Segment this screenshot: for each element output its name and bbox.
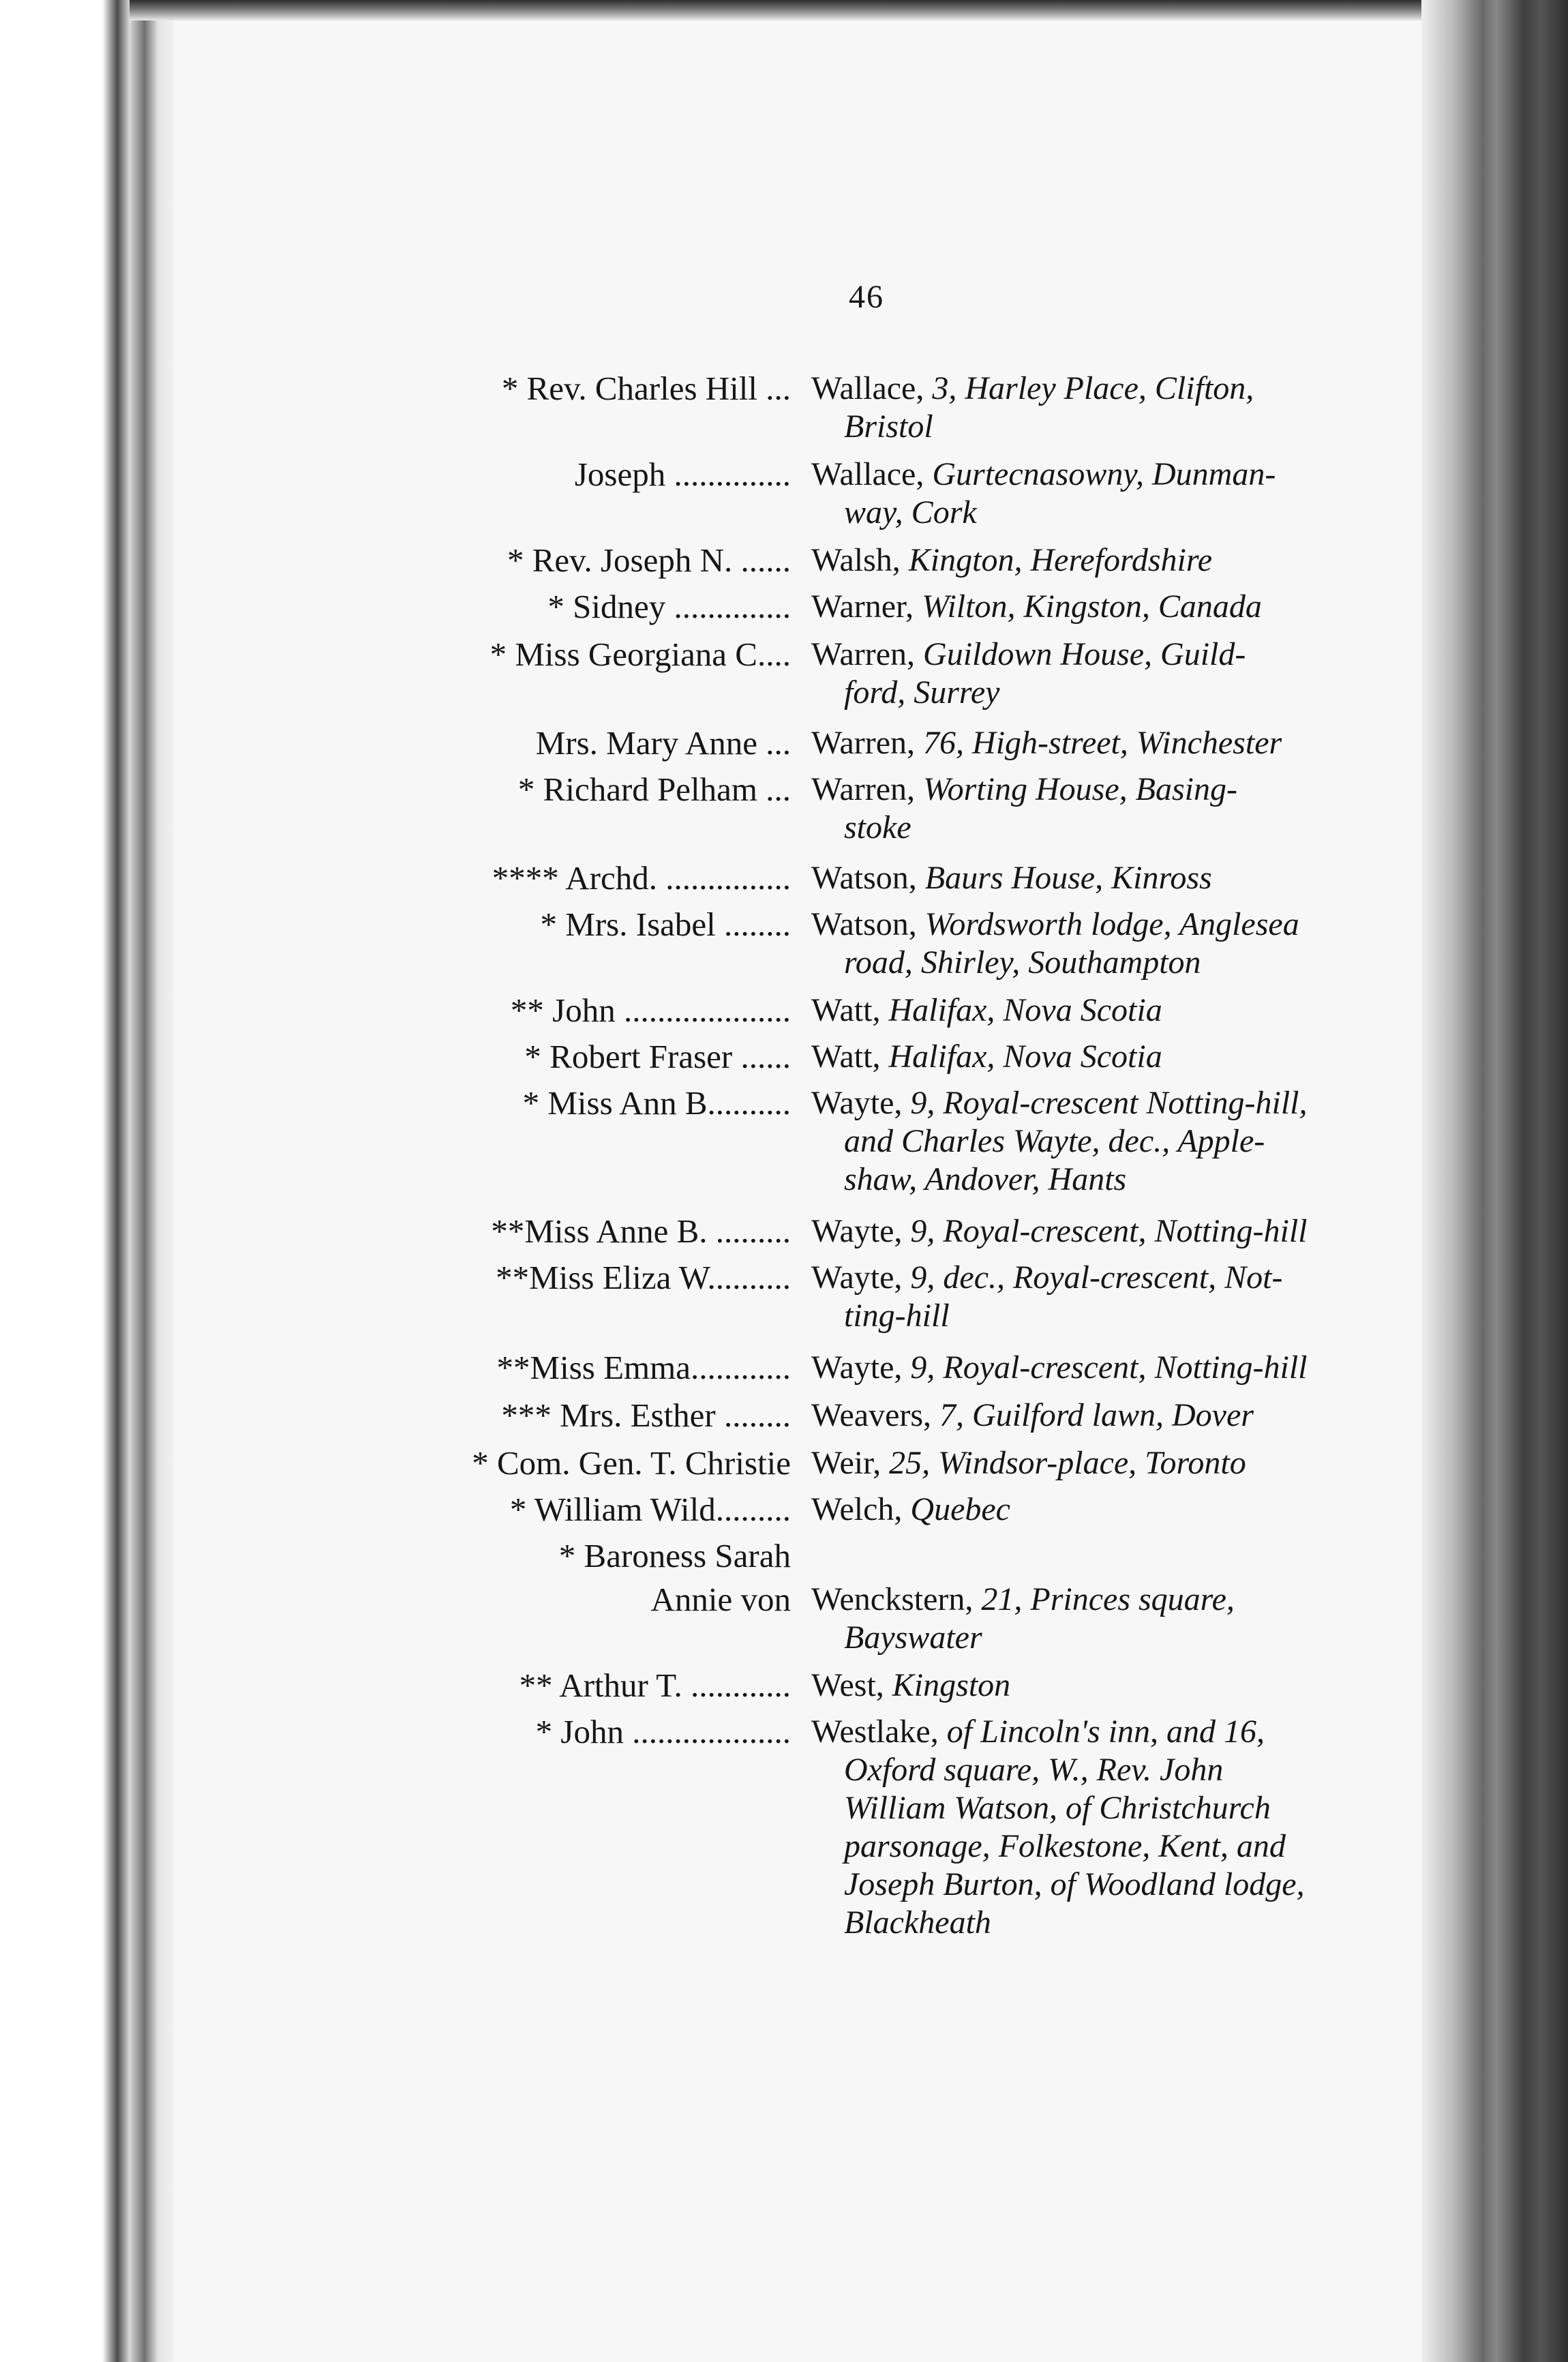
entry-address — [811, 1581, 1384, 1657]
entry-address — [811, 859, 1384, 897]
entry-name: * Richard Pelham ... — [517, 771, 791, 808]
entry-address-line: 7, Guilford lawn, Dover — [939, 1397, 1254, 1433]
entry-name: * Robert Fraser ...... — [524, 1038, 791, 1075]
entry-address-line: Kingston — [892, 1667, 1011, 1703]
entry-address-line: Kington, Herefordshire — [908, 542, 1213, 578]
entry-surname: Warren, — [811, 725, 916, 761]
entry-surname: Welch, — [811, 1491, 903, 1527]
entry-name: * Sidney .............. — [547, 588, 791, 625]
page-number: 46 — [849, 279, 884, 315]
scan-top-edge — [130, 0, 1568, 20]
entry-address-line: of Lincoln's inn, and 16, — [946, 1714, 1265, 1750]
entry-name: * Mrs. Isabel ........ — [540, 906, 791, 943]
entry-surname: Wayte, — [811, 1349, 903, 1386]
entry-surname: West, — [811, 1667, 884, 1703]
entry-address-line: Halifax, Nova Scotia — [888, 1038, 1162, 1075]
entry-address — [811, 991, 1384, 1030]
entry-name: * Miss Ann B.......... — [522, 1084, 791, 1122]
entry-name: * Baroness Sarah — [558, 1537, 791, 1574]
entry-name-continuation: Annie von — [650, 1581, 791, 1618]
entry-address-line: Wilton, Kingston, Canada — [922, 588, 1262, 625]
entry-name: * Miss Georgiana C.... — [489, 636, 791, 673]
entry-name: **Miss Anne B. ......... — [491, 1212, 791, 1250]
entry-surname: Wallace, — [811, 456, 924, 492]
entry-address-continuation: Bayswater — [844, 1619, 982, 1656]
entry-address-line: 76, High-street, Winchester — [923, 725, 1282, 761]
entry-address-line: 9, Royal-crescent, Notting-hill — [910, 1213, 1308, 1249]
entry-surname: Warren, — [811, 636, 916, 672]
entry-address-continuation: parsonage, Folkestone, Kent, and — [844, 1828, 1286, 1864]
entry-address-line: 9, dec., Royal-crescent, Not- — [910, 1259, 1283, 1296]
entry-address-line: 25, Windsor-place, Toronto — [889, 1445, 1246, 1481]
entry-address — [811, 1666, 1384, 1705]
entry-address — [811, 455, 1384, 532]
entry-address — [811, 588, 1384, 626]
entry-surname: Watson, — [811, 906, 917, 942]
entry-name: **** Archd. ............... — [492, 859, 791, 897]
entry-address-continuation: William Watson, of Christchurch — [844, 1790, 1271, 1826]
entry-address-line: Guildown House, Guild- — [923, 636, 1246, 672]
entry-address-line: Baurs House, Kinross — [924, 860, 1212, 896]
entry-name: * William Wild......... — [509, 1491, 791, 1528]
entry-address — [811, 1396, 1384, 1435]
entry-name: * Com. Gen. T. Christie — [472, 1444, 791, 1482]
entry-surname: Warner, — [811, 588, 914, 625]
entry-address — [811, 636, 1384, 712]
entry-address — [811, 1259, 1384, 1335]
entry-address-line: 21, Princes square, — [981, 1581, 1235, 1617]
entry-name: **Miss Eliza W.......... — [496, 1259, 791, 1296]
entry-address — [811, 1713, 1384, 1942]
entry-address-continuation: way, Cork — [844, 494, 977, 530]
entry-address — [811, 541, 1384, 580]
entry-surname: Watt, — [811, 1038, 881, 1075]
entry-name: **Miss Emma............ — [496, 1349, 791, 1386]
entry-address-continuation: Bristol — [844, 408, 933, 445]
entry-surname: Warren, — [811, 771, 916, 807]
entry-address — [811, 1038, 1384, 1076]
entry-surname: Wayte, — [811, 1213, 903, 1249]
entry-surname: Walsh, — [811, 542, 901, 578]
entry-name: * John ................... — [535, 1713, 791, 1750]
entry-surname: Wayte, — [811, 1259, 903, 1296]
entry-surname: Westlake, — [811, 1714, 939, 1750]
entry-address-continuation: Blackheath — [844, 1904, 991, 1941]
entry-address-line: 9, Royal-crescent, Notting-hill — [910, 1349, 1308, 1386]
entry-address-continuation: Oxford square, W., Rev. John — [844, 1752, 1224, 1788]
entry-surname: Wayte, — [811, 1085, 903, 1121]
entry-name: Mrs. Mary Anne ... — [535, 724, 791, 762]
entry-address-continuation: ting-hill — [844, 1298, 950, 1334]
entry-name: *** Mrs. Esther ........ — [501, 1396, 791, 1434]
entry-surname: Watson, — [811, 860, 917, 896]
entry-name: ** Arthur T. ............ — [519, 1666, 791, 1704]
entry-address — [811, 1084, 1384, 1199]
entry-address-line: Wordsworth lodge, Anglesea — [924, 906, 1299, 942]
entry-address-line: Worting House, Basing- — [923, 771, 1237, 807]
entry-address-line: 3, Harley Place, Clifton, — [932, 370, 1254, 406]
entry-address-continuation: road, Shirley, Southampton — [844, 944, 1201, 981]
entry-address — [811, 1212, 1384, 1251]
page-fore-edge — [1421, 0, 1568, 2362]
entry-address-line: Quebec — [910, 1491, 1010, 1527]
entry-address — [811, 724, 1384, 762]
entry-address-continuation: and Charles Wayte, dec., Apple- — [844, 1123, 1265, 1159]
entry-address — [811, 1491, 1384, 1529]
entry-address — [811, 1349, 1384, 1387]
entry-address — [811, 1444, 1384, 1482]
entry-surname: Wenckstern, — [811, 1581, 974, 1617]
entry-surname: Weavers, — [811, 1397, 932, 1433]
entry-surname: Wallace, — [811, 370, 924, 406]
entry-address-line: Halifax, Nova Scotia — [888, 992, 1162, 1028]
book-spine-edge — [0, 0, 174, 2362]
entry-address — [811, 370, 1384, 446]
entry-address-line: Gurtecnasowny, Dunman- — [932, 456, 1276, 492]
entry-name: * Rev. Joseph N. ...... — [507, 541, 791, 579]
entry-address-continuation: ford, Surrey — [844, 674, 1000, 711]
entry-name: Joseph .............. — [574, 455, 791, 493]
entry-surname: Weir, — [811, 1445, 881, 1481]
entry-name: * Rev. Charles Hill ... — [501, 370, 791, 407]
entry-address — [811, 906, 1384, 982]
entry-address-continuation: stoke — [844, 809, 911, 846]
entry-address-line: 9, Royal-crescent Notting-hill, — [910, 1085, 1308, 1121]
entry-address-continuation: Joseph Burton, of Woodland lodge, — [844, 1866, 1305, 1902]
entry-address — [811, 771, 1384, 847]
entry-surname: Watt, — [811, 992, 881, 1028]
entry-name: ** John .................... — [510, 991, 791, 1029]
entry-address-continuation: shaw, Andover, Hants — [844, 1161, 1127, 1197]
